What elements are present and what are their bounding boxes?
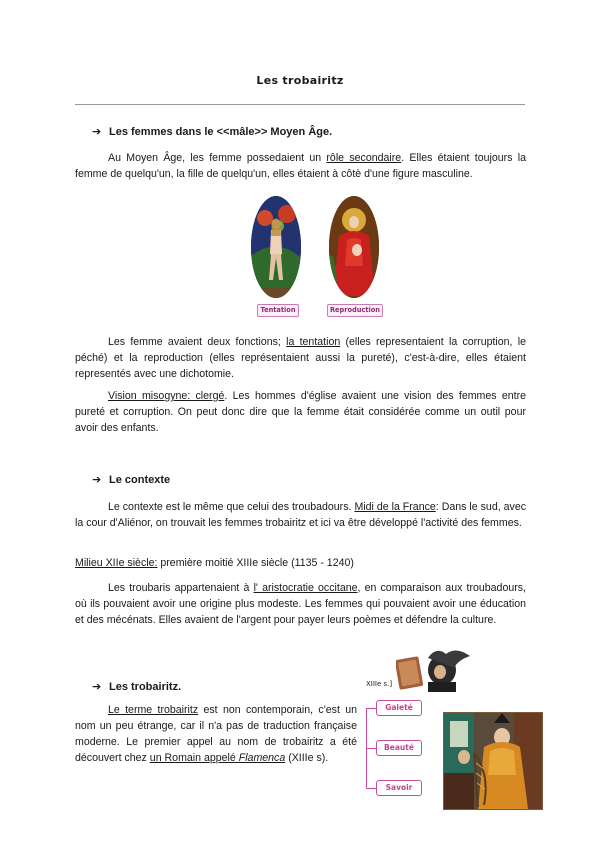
text: Au Moyen Âge, les femme possedaient un xyxy=(108,152,327,164)
underlined-italic-text: Flamenca xyxy=(238,752,286,764)
paragraph-aristocratie xyxy=(75,580,526,628)
underlined-text: la tentation xyxy=(286,336,341,348)
paragraph-contexte xyxy=(75,499,526,531)
tag-savoir: Savoir xyxy=(376,780,422,796)
paragraph-vision-misogyne xyxy=(75,388,526,436)
heading-text: Les trobairitz. xyxy=(109,681,182,693)
text: . Les hommes d'église avaient une vision des femmes entre pureté et corruption. On peut donc dire que la femme était considérée comme un outil pour avoir des enfants. xyxy=(75,390,526,434)
paragraph-dates xyxy=(75,555,526,571)
text: Les femme avaient deux fonctions; xyxy=(108,336,287,348)
arrow-icon: ➔ xyxy=(92,474,102,486)
text: , en comparaison aux troubadours, où ils pouvaient avoir une origine plus modeste. Les femmes qui pouvaient avoir une éducation et des mécénats. Elles avaient de l'argent pour payer leurs poèmes et défendre la culture. xyxy=(75,582,527,626)
text: première moitié XIIIe siècle (1135 - 1240) xyxy=(157,557,354,569)
underlined-text: un Romain appelé xyxy=(149,752,239,764)
title-divider xyxy=(75,104,525,105)
book-creature-illustration xyxy=(396,646,476,692)
caption-reproduction: Reproduction xyxy=(327,304,383,317)
underlined-text: Le terme trobairitz xyxy=(108,704,199,716)
underlined-text: Vision misogyne: clergé xyxy=(108,390,225,402)
paragraph-role-secondaire xyxy=(75,150,526,182)
connector-gaiete xyxy=(366,708,376,709)
section-heading-contexte xyxy=(92,473,170,486)
underlined-text: Midi de la France xyxy=(354,501,436,513)
tag-beaute: Beauté xyxy=(376,740,422,756)
text: est non contemporain, c'est un nom un peu étrange, car il n'a pas de traduction française moderne. Le premier appel au nom de trobairitz a été découvert chez xyxy=(75,704,357,764)
text: . Elles étaient toujours la femme de quelqu'un, la fille de quelqu'un, elles étaient à côtè d'une figure masculine. xyxy=(75,152,526,180)
lady-harp-image xyxy=(443,712,543,810)
paragraph-terme-trobairitz xyxy=(75,702,357,766)
section-heading-femmes xyxy=(92,125,332,138)
tag-gaiete: Gaieté xyxy=(376,700,422,716)
section-heading-trobairitz xyxy=(92,680,181,693)
eve-illustration xyxy=(251,196,301,298)
caption-tentation: Tentation xyxy=(257,304,299,317)
heading-text: Le contexte xyxy=(109,474,171,486)
paragraph-deux-fonctions xyxy=(75,334,526,382)
mary-illustration xyxy=(329,196,379,298)
connector-beaute xyxy=(366,748,376,749)
heading-text: Les femmes dans le <<mâle>> Moyen Âge. xyxy=(109,126,333,138)
text: (elles representaient la corruption, le péché) et la reproduction (elles représentaient aussi la pureté), c'est-à-dire, elles étaient representés avec une dichotomie. xyxy=(75,336,526,380)
text: (XIIIe s). xyxy=(285,752,329,764)
lady-harp-illustration xyxy=(444,713,542,809)
underlined-text: Milieu XIIe siècle: xyxy=(75,557,158,569)
eve-oval-image xyxy=(251,196,301,298)
text: Le contexte est le même que celui des troubadours. xyxy=(108,501,355,513)
century-label: XIIIe s.] xyxy=(366,680,393,688)
book-and-creature-image xyxy=(396,646,476,692)
page-title: Les trobairitz xyxy=(256,74,344,87)
arrow-icon: ➔ xyxy=(92,681,102,693)
mary-oval-image xyxy=(329,196,379,298)
arrow-icon: ➔ xyxy=(92,126,102,138)
underlined-text: rôle secondaire xyxy=(326,152,402,164)
underlined-text: l' aristocratie occitane xyxy=(253,582,358,594)
text: Les troubaris appartenaient à xyxy=(108,582,254,594)
connector-savoir xyxy=(366,788,376,789)
text: : Dans le sud, avec la cour d'Aliénor, on trouvait les femmes trobairitz et ici va être développé l'activité des femmes. xyxy=(75,501,527,529)
